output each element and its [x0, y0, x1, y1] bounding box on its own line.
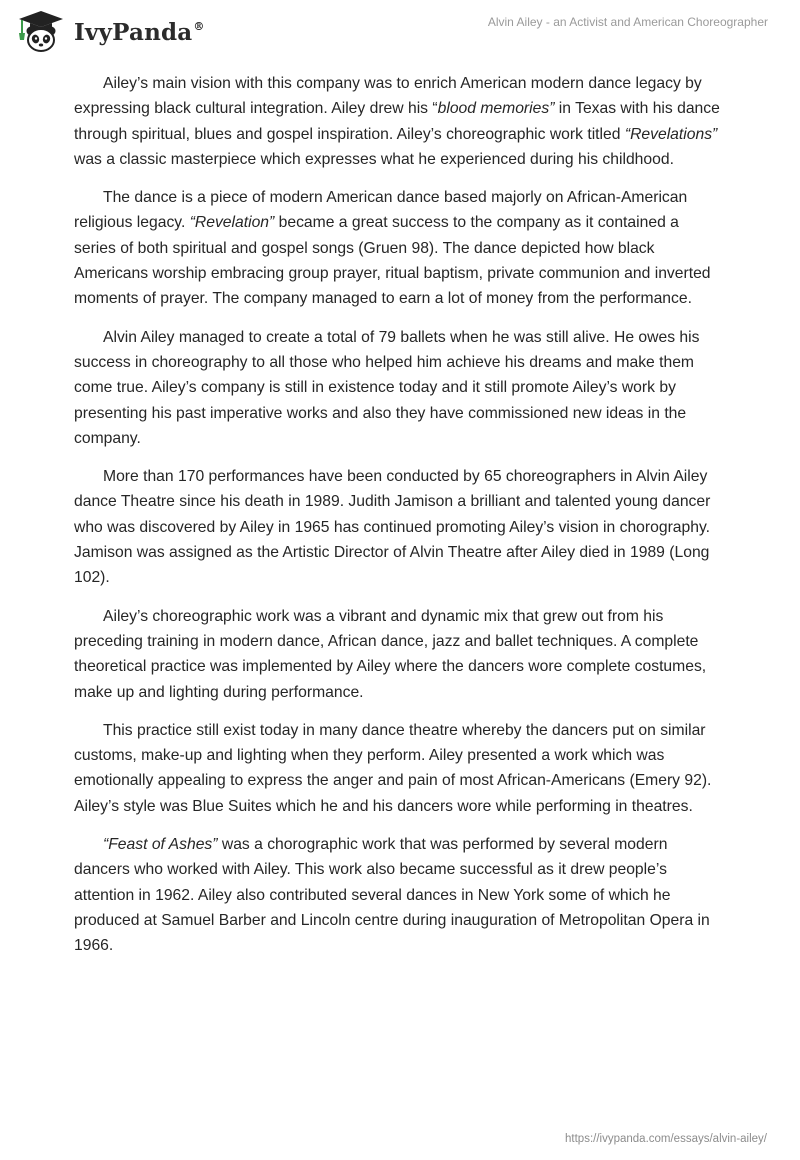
italic-text-run: “Feast of Ashes” [103, 836, 218, 854]
text-run: Ailey’s choreographic work was a vibrant and dynamic mix that grew out from his preceding training in modern dance, African dance, jazz and ballet techniques. A complete theoretical practice was implemented by Ailey where the dancers wore complete costumes, make up and lighting during performance. [74, 607, 707, 701]
text-run: in Texas with his dance through spiritual, blues and gospel inspiration. Ailey’s choreographic work titled [74, 100, 720, 143]
italic-text-run: “Revelation” [189, 214, 275, 232]
ivypanda-logo[interactable] [14, 9, 205, 53]
text-run: The dance is a piece of modern American dance based majorly on African-American religious legacy. [74, 189, 688, 232]
paragraph [74, 325, 724, 451]
paragraph [74, 464, 724, 590]
registered-mark: ® [193, 19, 205, 33]
brand-name: IvyPanda® [74, 18, 205, 46]
panda-graduate-icon [14, 9, 68, 53]
italic-text-run: blood memories” [437, 100, 555, 118]
document-title: Alvin Ailey - an Activist and American Choreographer [487, 15, 768, 29]
text-run: More than 170 performances have been conducted by 65 choreographers in Alvin Ailey dance Theatre since his death in 1989. Judith Jamison a brilliant and talented young dancer who was discovered by Ailey in 1965 has continued promoting Ailey’s vision in chorography. Jamison was assigned as the Artistic Director of Alvin Theatre after Ailey died in 1989 (Long 102). [74, 468, 711, 587]
text-run: became a great success to the company as it contained a series of both spiritual and gospel songs (Gruen 98). The dance depicted how black Americans worship embracing group prayer, ritual baptism, private communion and inverted moments of prayer. The company managed to earn a lot of money from the performance. [74, 214, 711, 308]
text-run: Ailey’s main vision with this company was to enrich American modern dance legacy by expressing black cultural integration. Ailey drew his “ [74, 75, 702, 118]
paragraph [74, 185, 724, 311]
text-run: Alvin Ailey managed to create a total of 79 ballets when he was still alive. He owes his success in choreography to all those who helped him achieve his dreams and make them come true. Ailey’s company is still in existence today and it still promote Ailey’s work by presenting his past imperative works and also they have commissioned new ideas in the company. [74, 328, 700, 447]
paragraph [74, 832, 724, 958]
page-header [0, 0, 800, 60]
paragraph [74, 71, 724, 172]
source-url[interactable]: https://ivypanda.com/essays/alvin-ailey/ [565, 1133, 767, 1145]
text-run: was a chorographic work that was performed by several modern dancers who worked with Ailey. This work also became successful as it drew people’s attention in 1962. Ailey also contributed several dances in New York some of which he produced at Samuel Barber and Lincoln centre during inauguration of Metropolitan Opera in 1966. [74, 836, 710, 955]
italic-text-run: “Revelations” [624, 125, 718, 143]
text-run: This practice still exist today in many dance theatre whereby the dancers put on similar customs, make-up and lighting when they perform. Ailey presented a work which was emotionally appealing to express the anger and pain of most African-Americans (Emery 92). Ailey’s style was Blue Suites which he and his dancers wore while performing in theatres. [74, 721, 712, 815]
paragraph [74, 718, 724, 819]
text-run: was a classic masterpiece which expresses what he experienced during his childhood. [74, 150, 674, 168]
paragraph [74, 604, 724, 705]
essay-body [74, 71, 724, 972]
